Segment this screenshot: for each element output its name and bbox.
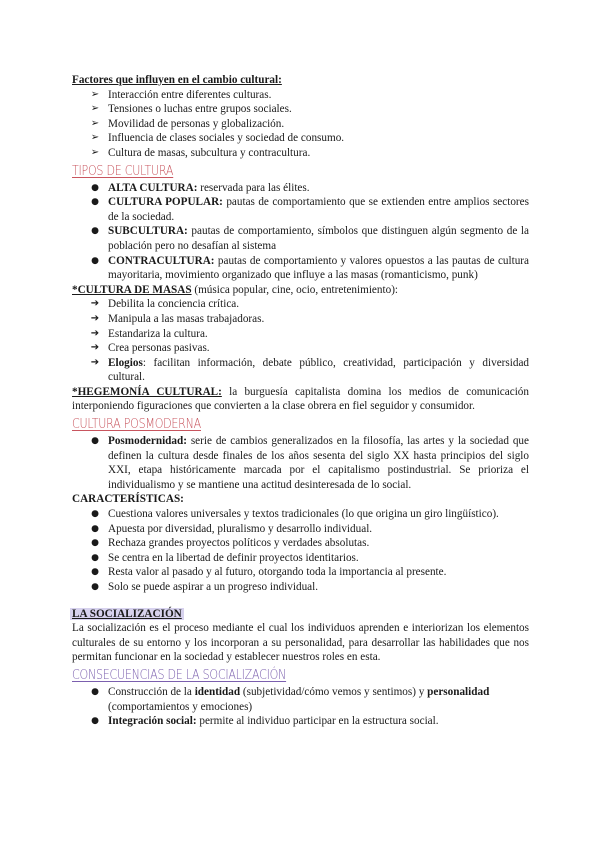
list-item: ● Resta valor al pasado y al futuro, otorgando toda la importancia al presente. <box>72 565 529 580</box>
list-item: ➢ Movilidad de personas y globalización. <box>72 117 529 132</box>
list-item: ● Cuestiona valores universales y textos tradicionales (lo que origina un giro lingüístico). <box>72 507 529 522</box>
caracteristicas-list <box>72 507 529 595</box>
list-item: ● ALTA CULTURA: reservada para las élites. <box>72 181 529 196</box>
posmoderna-heading: CULTURA POSMODERNA <box>72 416 201 433</box>
caracteristicas-heading: CARACTERÍSTICAS: <box>72 493 184 506</box>
bullet-icon: ● <box>91 197 99 208</box>
masas-list <box>72 297 529 385</box>
socializacion-paragraph: La socialización es el proceso mediante el cual los individuos aprenden e interiorizan los elementos culturales de su entorno y los incorporan a su personalidad, para desarrollar las habilidades que nos permitan funcionar en la sociedad y establecer nuestros roles en esta. <box>72 622 529 664</box>
list-item: ● CULTURA POPULAR: pautas de comportamiento que se extienden entre amplios sectores de la sociedad. <box>72 195 529 224</box>
bullet-icon: ● <box>91 538 99 549</box>
posmoderna-def-list <box>72 434 529 492</box>
list-item: ● Rechaza grandes proyectos políticos y verdades absolutas. <box>72 536 529 551</box>
tipos-list <box>72 181 529 283</box>
list-item: ● SUBCULTURA: pautas de comportamiento, símbolos que distinguen algún segmento de la población pero no desafían al sistema <box>72 224 529 253</box>
list-item: ● Posmodernidad: serie de cambios generalizados en la filosofía, las artes y la sociedad que definen la cultura desde finales de los años sesenta del siglo XX hasta principios del siglo XXI, etapa históricamente marcada por el capitalismo postindustrial. Se prioriza el individualismo y se mantiene una actitud desinteresada de lo social. <box>72 434 529 492</box>
bullet-icon: ● <box>91 255 99 266</box>
bullet-icon: ● <box>91 582 99 592</box>
arrowhead-icon: ➢ <box>90 103 100 115</box>
arrowhead-icon: ➢ <box>90 132 100 144</box>
arrow-icon: ➔ <box>90 327 100 339</box>
list-item: ➔ Crea personas pasivas. <box>72 341 529 356</box>
tipos-heading: TIPOS DE CULTURA <box>72 162 174 179</box>
list-item: ● CONTRACULTURA: pautas de comportamiento y valores opuestos a las pautas de cultura mayoritaria, movimiento organizado que influye a las masas (romanticismo, punk) <box>72 254 529 283</box>
consecuencias-list <box>72 685 529 729</box>
bullet-icon: ● <box>91 523 99 534</box>
bullet-icon: ● <box>91 509 99 520</box>
factores-list <box>72 88 529 161</box>
bullet-icon: ● <box>91 567 99 578</box>
bullet-icon: ● <box>91 182 99 193</box>
arrow-icon: ➔ <box>90 298 100 310</box>
hegemonia-paragraph: *HEGEMONÍA CULTURAL: la burguesía capitalista domina los medios de comunicación interponiendo figuraciones que convierten a la clase obrera en fiel seguidor y consumidor. <box>72 385 529 413</box>
bullet-icon: ● <box>91 552 99 563</box>
list-item: ● Apuesta por diversidad, pluralismo y desarrollo individual. <box>72 522 529 537</box>
list-item: ➔ Elogios: facilitan información, debate público, creatividad, participación y diversidad cultural. <box>72 356 529 385</box>
arrowhead-icon: ➢ <box>90 146 100 158</box>
list-item: ➔ Debilita la conciencia crítica. <box>72 297 529 312</box>
bullet-icon: ● <box>91 436 99 447</box>
masas-heading: *CULTURA DE MASAS (música popular, cine, ocio, entretenimiento): <box>72 283 399 296</box>
bullet-icon: ● <box>91 686 99 697</box>
socializacion-heading: LA SOCIALIZACIÓN <box>72 607 182 620</box>
arrow-icon: ➔ <box>90 312 100 324</box>
bullet-icon: ● <box>91 226 99 237</box>
list-item: ● Solo se puede aspirar a un progreso individual. <box>72 580 529 595</box>
factores-heading: Factores que influyen en el cambio cultural: <box>72 74 282 86</box>
list-item: ➢ Influencia de clases sociales y sociedad de consumo. <box>72 131 529 146</box>
arrow-icon: ➔ <box>90 356 100 368</box>
list-item: ● Se centra en la libertad de definir proyectos identitarios. <box>72 551 529 566</box>
arrowhead-icon: ➢ <box>90 117 100 129</box>
arrowhead-icon: ➢ <box>90 88 100 100</box>
consecuencias-heading: CONSECUENCIAS DE LA SOCIALIZACIÓN <box>72 666 287 683</box>
list-item: ➢ Cultura de masas, subcultura y contracultura. <box>72 146 529 161</box>
bullet-icon: ● <box>91 716 99 727</box>
list-item: ➢ Tensiones o luchas entre grupos sociales. <box>72 102 529 117</box>
list-item: ➔ Estandariza la cultura. <box>72 327 529 342</box>
list-item: ● Integración social: permite al individuo participar en la estructura social. <box>72 714 529 729</box>
list-item: ➔ Manipula a las masas trabajadoras. <box>72 312 529 327</box>
list-item: ➢ Interacción entre diferentes culturas. <box>72 88 529 103</box>
list-item: ● Construcción de la identidad (subjetividad/cómo vemos y sentimos) y personalidad (comportamientos y emociones) <box>72 685 529 714</box>
arrow-icon: ➔ <box>90 342 100 354</box>
